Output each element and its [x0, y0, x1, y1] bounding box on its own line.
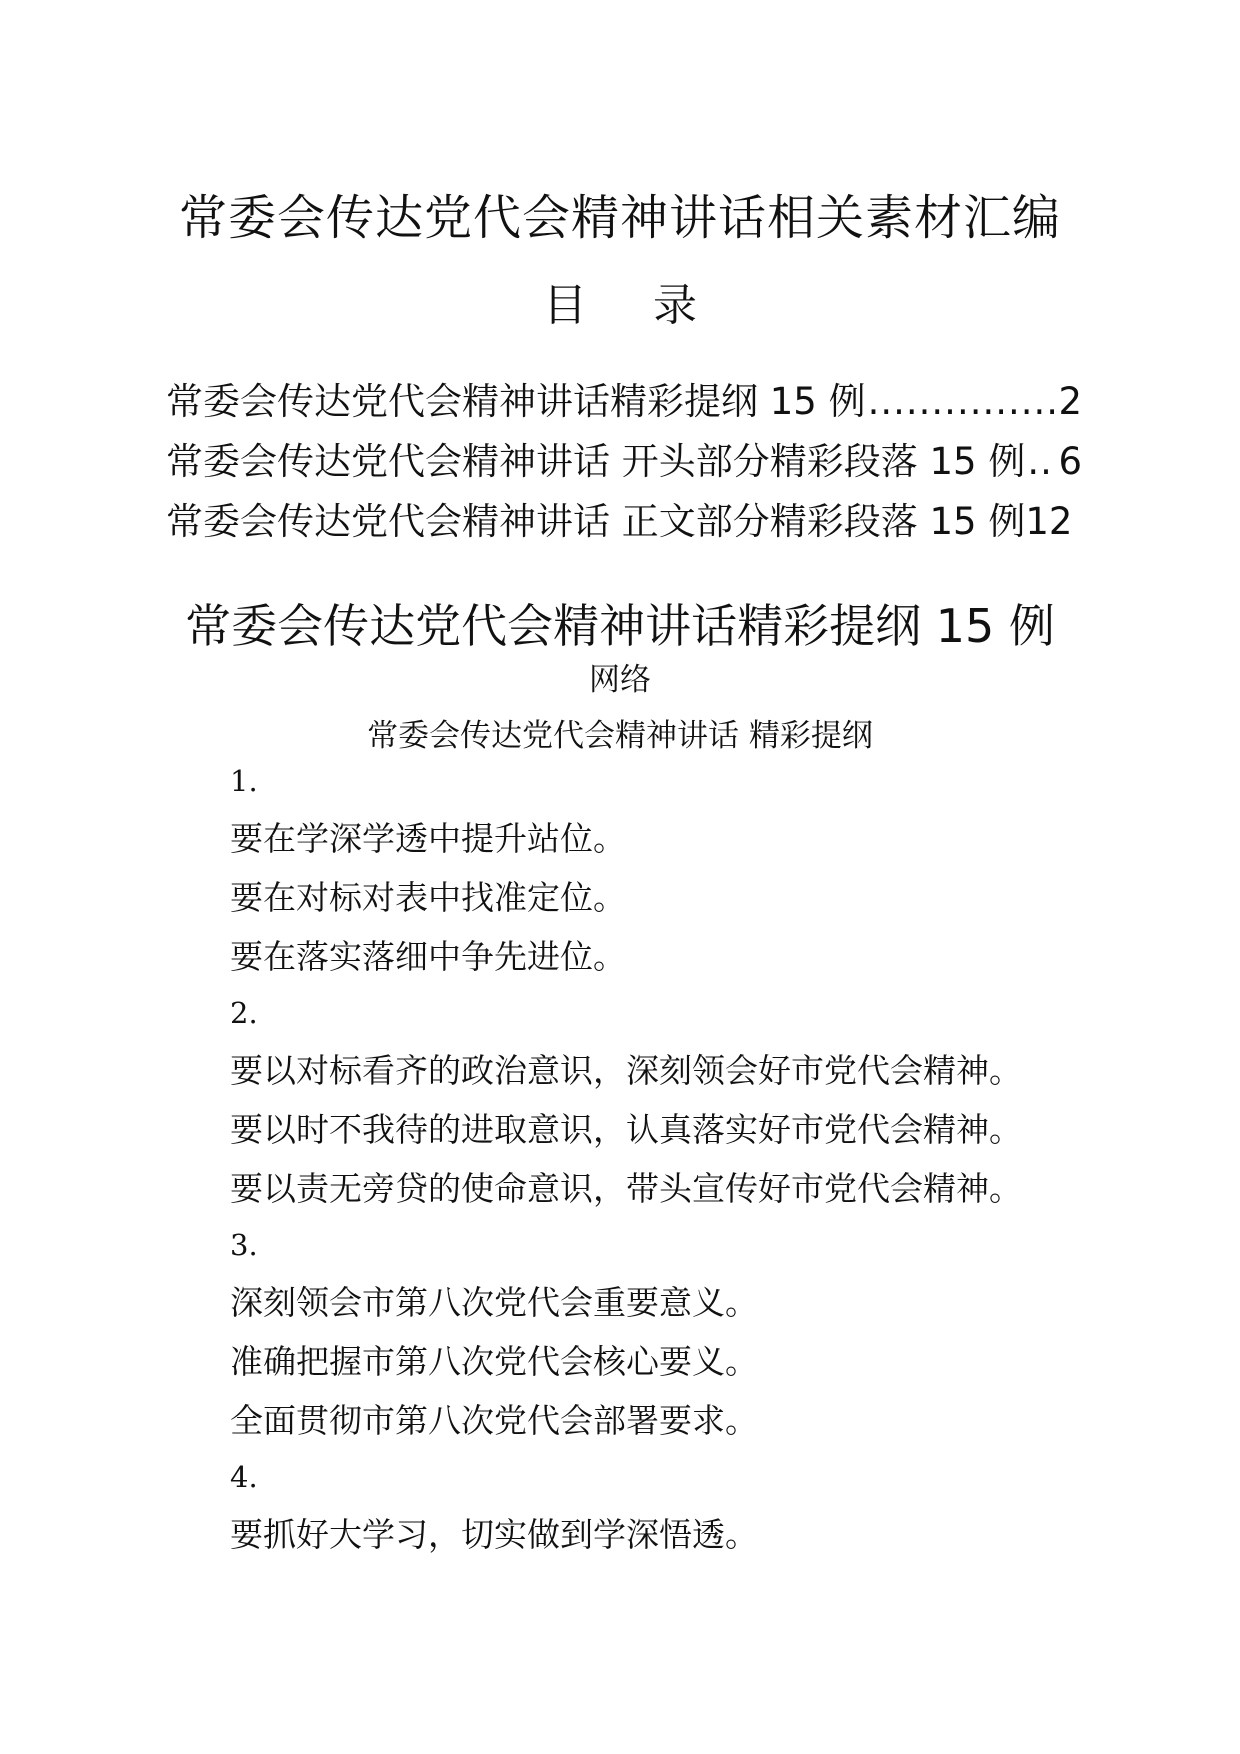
toc-heading	[0, 278, 1240, 334]
table-of-contents	[166, 372, 1082, 552]
toc-entry-title: 常委会传达党代会精神讲话 开头部分精彩段落 15 例	[166, 440, 1026, 483]
outline-line: 要在对标对表中找准定位。	[230, 878, 626, 917]
item-number: 1.	[230, 764, 258, 798]
toc-entry-page: 12	[1025, 500, 1073, 543]
toc-heading-char-2: 录	[653, 280, 697, 331]
toc-entry[interactable]	[166, 372, 1082, 432]
toc-entry-title: 常委会传达党代会精神讲话 正文部分精彩段落 15 例	[166, 500, 1026, 543]
section-subtitle: 常委会传达党代会精神讲话 精彩提纲	[367, 718, 873, 754]
outline-line: 要在落实落细中争先进位。	[230, 937, 626, 976]
outline-line: 要在学深学透中提升站位。	[230, 819, 626, 858]
outline-line: 要抓好大学习，切实做到学深悟透。	[230, 1515, 758, 1554]
outline-line: 要以责无旁贷的使命意识，带头宣传好市党代会精神。	[230, 1169, 1022, 1208]
toc-leader-dots	[1027, 432, 1056, 492]
section-title: 常委会传达党代会精神讲话精彩提纲 15 例	[185, 599, 1055, 653]
item-number: 4.	[230, 1460, 258, 1494]
item-number: 2.	[230, 996, 258, 1030]
toc-entry-title: 常委会传达党代会精神讲话精彩提纲 15 例	[166, 380, 866, 423]
toc-heading-char-1: 目	[543, 280, 587, 331]
outline-line: 深刻领会市第八次党代会重要意义。	[230, 1283, 758, 1322]
outline-line: 全面贯彻市第八次党代会部署要求。	[230, 1401, 758, 1440]
outline-line: 要以对标看齐的政治意识，深刻领会好市党代会精神。	[230, 1051, 1022, 1090]
outline-line: 准确把握市第八次党代会核心要义。	[230, 1342, 758, 1381]
toc-entry-page: 2	[1058, 380, 1082, 423]
outline-line: 要以时不我待的进取意识，认真落实好市党代会精神。	[230, 1110, 1022, 1149]
source-label: 网络	[589, 662, 651, 698]
toc-entry[interactable]	[166, 432, 1082, 492]
document-title: 常委会传达党代会精神讲话相关素材汇编	[178, 190, 1061, 246]
item-number: 3.	[230, 1228, 258, 1262]
toc-leader-dots	[868, 372, 1057, 432]
section-body	[230, 754, 1130, 1564]
toc-entry[interactable]	[166, 492, 1082, 552]
toc-entry-page: 6	[1058, 440, 1082, 483]
